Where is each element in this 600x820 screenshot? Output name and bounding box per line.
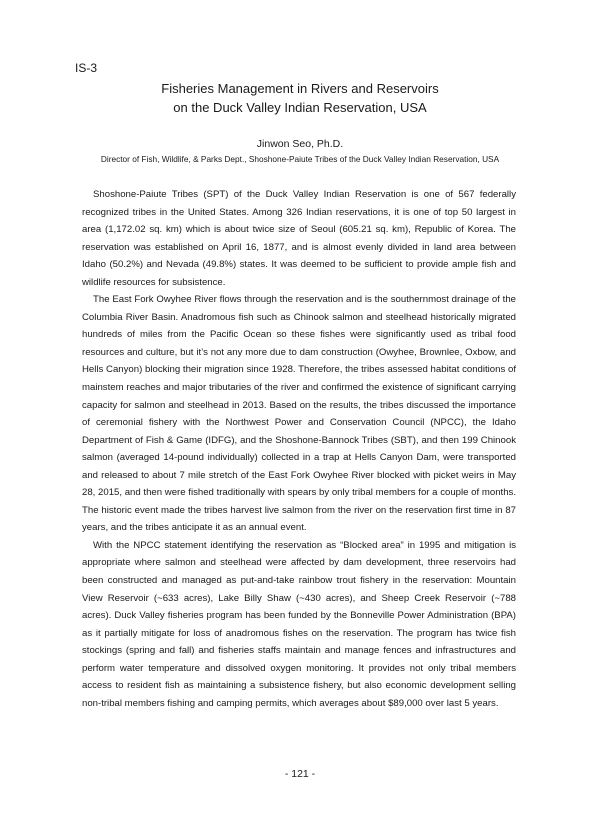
author-name: Jinwon Seo, Ph.D. [256, 138, 344, 150]
paragraph-2: The East Fork Owyhee River flows through the reservation and is the southernmost drainage of the Columbia River Basin. Anadromous fish such as Chinook salmon and steelhead historically migrated hundreds of miles from the Pacific Ocean so these fishes were significantly used as tribal food resources and culture, but it’s not any more due to dam construction (Owyhee, Brownlee, Oxbow, and Hells Canyon) blocking their migration since 1928. Therefore, the tribes assessed habitat conditions of mainstem reaches and major tributaries of the river and confirmed the existence of significant carrying capacity for salmon and steelhead in 2013. Based on the results, the tribes discussed the importance of ceremonial fishery with the Northwest Power and Conservation Council (NPCC), the Idaho Department of Fish & Game (IDFG), and the Shoshone-Bannock Tribes (SBT), and then 199 Chinook salmon (averaged 14-pound individually) collected in a trap at Hells Canyon Dam, were transported and released to about 7 mile stretch of the East Fork Owyhee River blocked with picket weirs in May 28, 2015, and then were fished traditionally with spears by only tribal members for a couple of months. The historic event made the tribes harvest live salmon from the river on the reservation first time in 87 years, and the tribes anticipate it as an annual event. [82, 294, 516, 534]
title-line-2: on the Duck Valley Indian Reservation, USA [173, 100, 427, 115]
body-text [82, 186, 516, 712]
paragraph-3: With the NPCC statement identifying the reservation as “Blocked area” in 1995 and mitigation is appropriate where salmon and steelhead were affected by dam development, three reservoirs had been constructed and managed as put-and-take rainbow trout fishery in the reservation: Mountain View Reservoir (~633 acres), Lake Billy Shaw (~430 acres), and Sheep Creek Reservoir (~788 acres). Duck Valley fisheries program has been funded by the Bonneville Power Administration (BPA) as it partially mitigate for loss of anadromous fishes on the reservation. The program has twice fish stockings (spring and fall) and fisheries staffs maintain and manage fences and infrastructures and perform water temperature and dissolved oxygen monitoring. It provides not only tribal members access to resident fish as maintaining a subsistence fishery, but also economic development selling non-tribal members fishing and camping permits, which averages about $89,000 over last 5 years. [82, 539, 516, 709]
author-affiliation: Director of Fish, Wildlife, & Parks Dept., Shoshone-Paiute Tribes of the Duck Valley Indian Reservation, USA [100, 154, 500, 164]
title-line-1: Fisheries Management in Rivers and Reservoirs [161, 81, 439, 96]
paragraph-1: Shoshone-Paiute Tribes (SPT) of the Duck Valley Indian Reservation is one of 567 federally recognized tribes in the United States. Among 326 Indian reservations, it is one of top 50 largest in area (1,172.02 sq. km) which is about twice size of Seoul (605.21 sq. km), Republic of Korea. The reservation was established on April 16, 1877, and is almost evenly divided in land area between Idaho (50.2%) and Nevada (49.8%) states. It was deemed to be sufficient to provide ample fish and wildlife resources for subsistence. [82, 189, 516, 288]
page-number: - 121 - [284, 768, 316, 780]
section-id: IS-3 [75, 61, 98, 75]
